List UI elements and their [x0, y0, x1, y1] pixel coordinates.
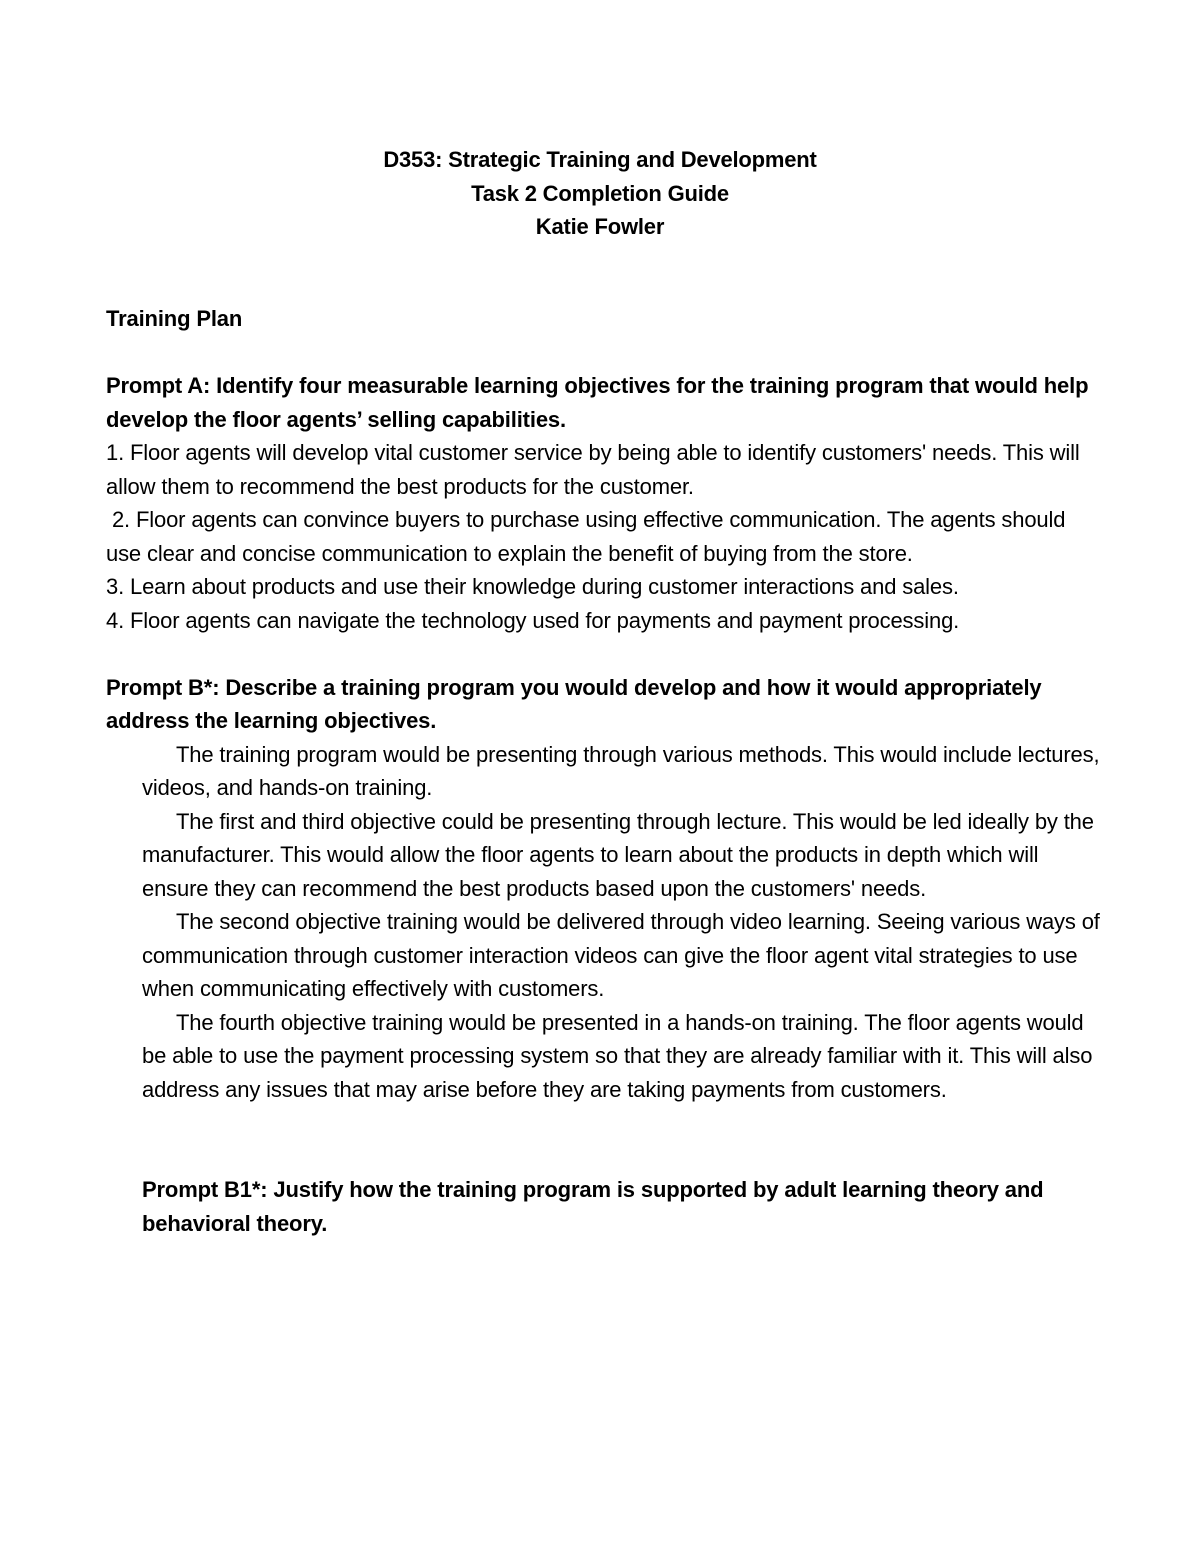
objective-item-4: 4. Floor agents can navigate the technology used for payments and payment processing. [106, 607, 960, 633]
prompt-a-heading: Prompt A: Identify four measurable learning objectives for the training program that would help develop the floor agents’ selling capabilities. [106, 373, 1089, 432]
spacer [106, 637, 1096, 671]
spacer [106, 336, 1096, 370]
document-header [0, 143, 1200, 244]
spacer [106, 1106, 1096, 1140]
spacer [106, 1140, 1096, 1174]
objective-item-2: 2. Floor agents can convince buyers to purchase using effective communication. The agents should use clear and concise communication to explain the benefit of buying from the store. [106, 507, 1072, 566]
section-title: Training Plan [106, 306, 243, 331]
prompt-b1-section [106, 1173, 1102, 1240]
answer-paragraph-4: The fourth objective training would be presented in a hands-on training. The floor agents would be able to use the payment processing system so that they are already familiar with it. This will also address any issues that may arise before they are taking payments from customers. [142, 1009, 1093, 1102]
document-body [106, 302, 1100, 1240]
objective-item-1: 1. Floor agents will develop vital customer service by being able to identify customers' needs. This will allow them to recommend the best products for the customer. [106, 440, 1080, 499]
prompt-b-heading: Prompt B*: Describe a training program you would develop and how it would appropriately address the learning objectives. [106, 674, 1042, 733]
answer-paragraph-2: The first and third objective could be presenting through lecture. This would be led ideally by the manufacturer. This would allow the floor agents to learn about the products in depth which will ensure they can recommend the best products based upon the customers' needs. [142, 808, 1094, 901]
prompt-b-section [106, 671, 1100, 1107]
objective-item-3: 3. Learn about products and use their knowledge during customer interactions and sales. [106, 574, 959, 599]
answer-paragraph-3: The second objective training would be delivered through video learning. Seeing various ways of communication through customer interaction videos can give the floor agent vital strategies to use when communicating effectively with customers. [142, 909, 1100, 1001]
course-title: D353: Strategic Training and Development [383, 147, 817, 172]
author-name: Katie Fowler [535, 214, 665, 239]
prompt-b-answer [106, 738, 1102, 1107]
prompt-a-section [106, 369, 1096, 637]
answer-paragraph-1: The training program would be presenting through various methods. This would include lectures, videos, and hands-on training. [142, 741, 1100, 800]
document-subtitle: Task 2 Completion Guide [471, 180, 729, 206]
prompt-b1-heading: Prompt B1*: Justify how the training program is supported by adult learning theory and behavioral theory. [142, 1177, 1044, 1236]
